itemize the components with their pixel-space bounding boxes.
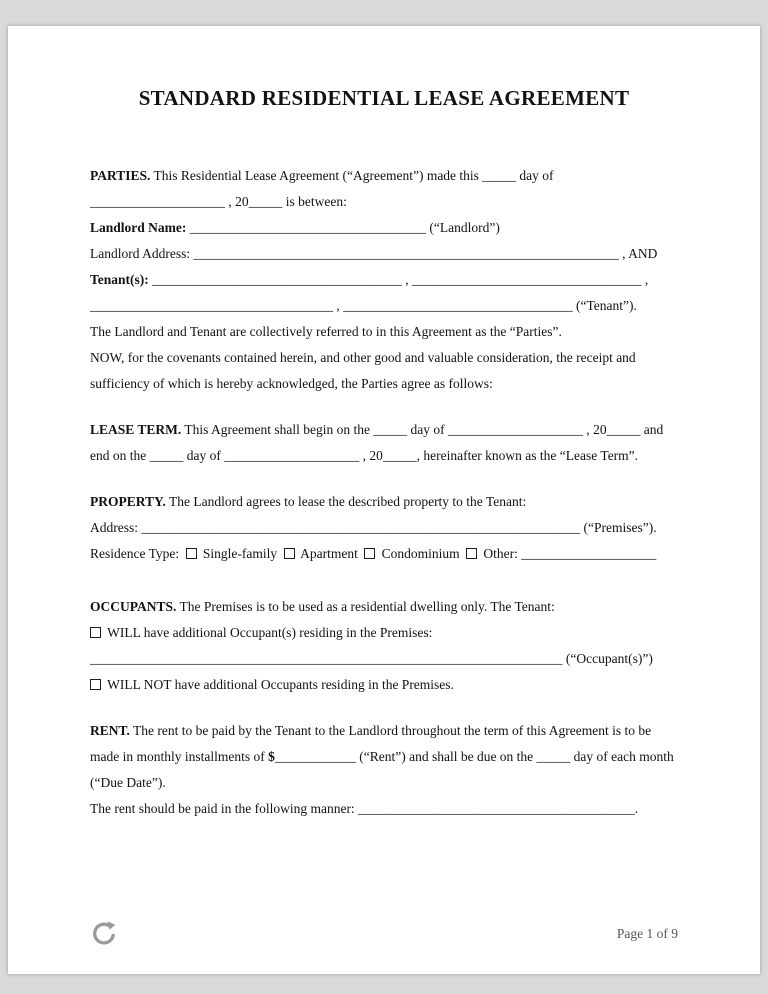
checkbox-will-not-have-occupants[interactable]	[90, 679, 101, 690]
rent-heading: RENT.	[90, 723, 130, 738]
property-heading: PROPERTY.	[90, 494, 166, 509]
option-apartment-label: Apartment	[300, 546, 358, 561]
parties-heading: PARTIES.	[90, 168, 151, 183]
occupants-will-not-text: WILL NOT have additional Occupants residing in the Premises.	[107, 677, 454, 692]
occupants-body: The Premises is to be used as a residential dwelling only. The Tenant:	[176, 599, 555, 614]
occupants-heading: OCCUPANTS.	[90, 599, 177, 614]
occupants-paragraph	[90, 594, 678, 620]
parties-intro-line	[90, 163, 678, 215]
tenants-label: Tenant(s):	[90, 272, 149, 287]
circular-arrow-logo-icon	[90, 920, 118, 948]
parties-collective-line: The Landlord and Tenant are collectively referred to in this Agreement as the “Parties”.	[90, 324, 562, 339]
residence-type-label: Residence Type:	[90, 546, 180, 561]
property-paragraph	[90, 489, 678, 515]
option-other-blank: ____________________	[521, 546, 657, 561]
option-other-label: Other:	[483, 546, 518, 561]
landlord-name-blank: ___________________________________ (“Landlord”)	[186, 220, 500, 235]
checkbox-apartment[interactable]	[284, 548, 295, 559]
occupants-will-not-line	[90, 672, 678, 698]
checkbox-condominium[interactable]	[364, 548, 375, 559]
checkbox-other[interactable]	[466, 548, 477, 559]
document-content	[8, 26, 760, 822]
lease-term-body: This Agreement shall begin on the _____ day of ____________________ , 20_____ and end on the _____ day of ____________________ , 20_____, hereinafter known as the “Lease Term”.	[90, 422, 664, 463]
tenants-line	[90, 267, 678, 319]
landlord-address-line: Landlord Address: _______________________________________________________________ , AND	[90, 246, 658, 261]
option-single-family-label: Single-family	[202, 546, 278, 561]
residence-type-line	[90, 541, 678, 567]
rent-body-after-amount: ____________ (“Rent”) and shall be due on the _____ day of each month (“Due Date”).	[90, 749, 674, 790]
section-parties	[90, 163, 678, 397]
document-page	[8, 26, 760, 974]
occupants-blank-line: ______________________________________________________________________ (“Occupant(s)”)	[90, 651, 653, 666]
property-body: The Landlord agrees to lease the described property to the Tenant:	[165, 494, 527, 509]
lease-term-paragraph	[90, 417, 678, 469]
landlord-name-label: Landlord Name:	[90, 220, 187, 235]
page-indicator: Page 1 of 9	[616, 926, 678, 941]
parties-now-clause: NOW, for the covenants contained herein, and other good and valuable consideration, the receipt and sufficiency of which is hereby acknowledged, the Parties agree as follows:	[90, 350, 636, 391]
document-title: STANDARD RESIDENTIAL LEASE AGREEMENT	[138, 86, 630, 110]
section-occupants	[90, 594, 678, 698]
tenants-blanks: _____________________________________ , __________________________________ , ____________________________________ , __________________________________ (“Tenant”).	[90, 272, 649, 313]
section-property	[90, 489, 678, 567]
occupants-will-line	[90, 620, 678, 646]
page-footer	[90, 920, 678, 948]
checkbox-single-family[interactable]	[186, 548, 197, 559]
option-condominium-label: Condominium	[381, 546, 460, 561]
rent-dollar-sign: $	[268, 749, 275, 764]
property-address-line: Address: _________________________________________________________________ (“Premises”).	[90, 520, 657, 535]
rent-body-before-amount: The rent to be paid by the Tenant to the Landlord throughout the term of this Agreement is to be made in monthly installments of	[90, 723, 652, 764]
parties-intro-text: This Residential Lease Agreement (“Agreement”) made this _____ day of ____________________ , 20_____ is between:	[90, 168, 554, 209]
section-rent	[90, 718, 678, 822]
section-lease-term	[90, 417, 678, 469]
footer-logo	[90, 920, 118, 948]
rent-paragraph	[90, 718, 678, 796]
occupants-will-text: WILL have additional Occupant(s) residing in the Premises:	[107, 625, 433, 640]
checkbox-will-have-occupants[interactable]	[90, 627, 101, 638]
rent-manner-line: The rent should be paid in the following manner: _________________________________________.	[90, 801, 639, 816]
lease-term-heading: LEASE TERM.	[90, 422, 182, 437]
landlord-name-line	[90, 215, 678, 241]
